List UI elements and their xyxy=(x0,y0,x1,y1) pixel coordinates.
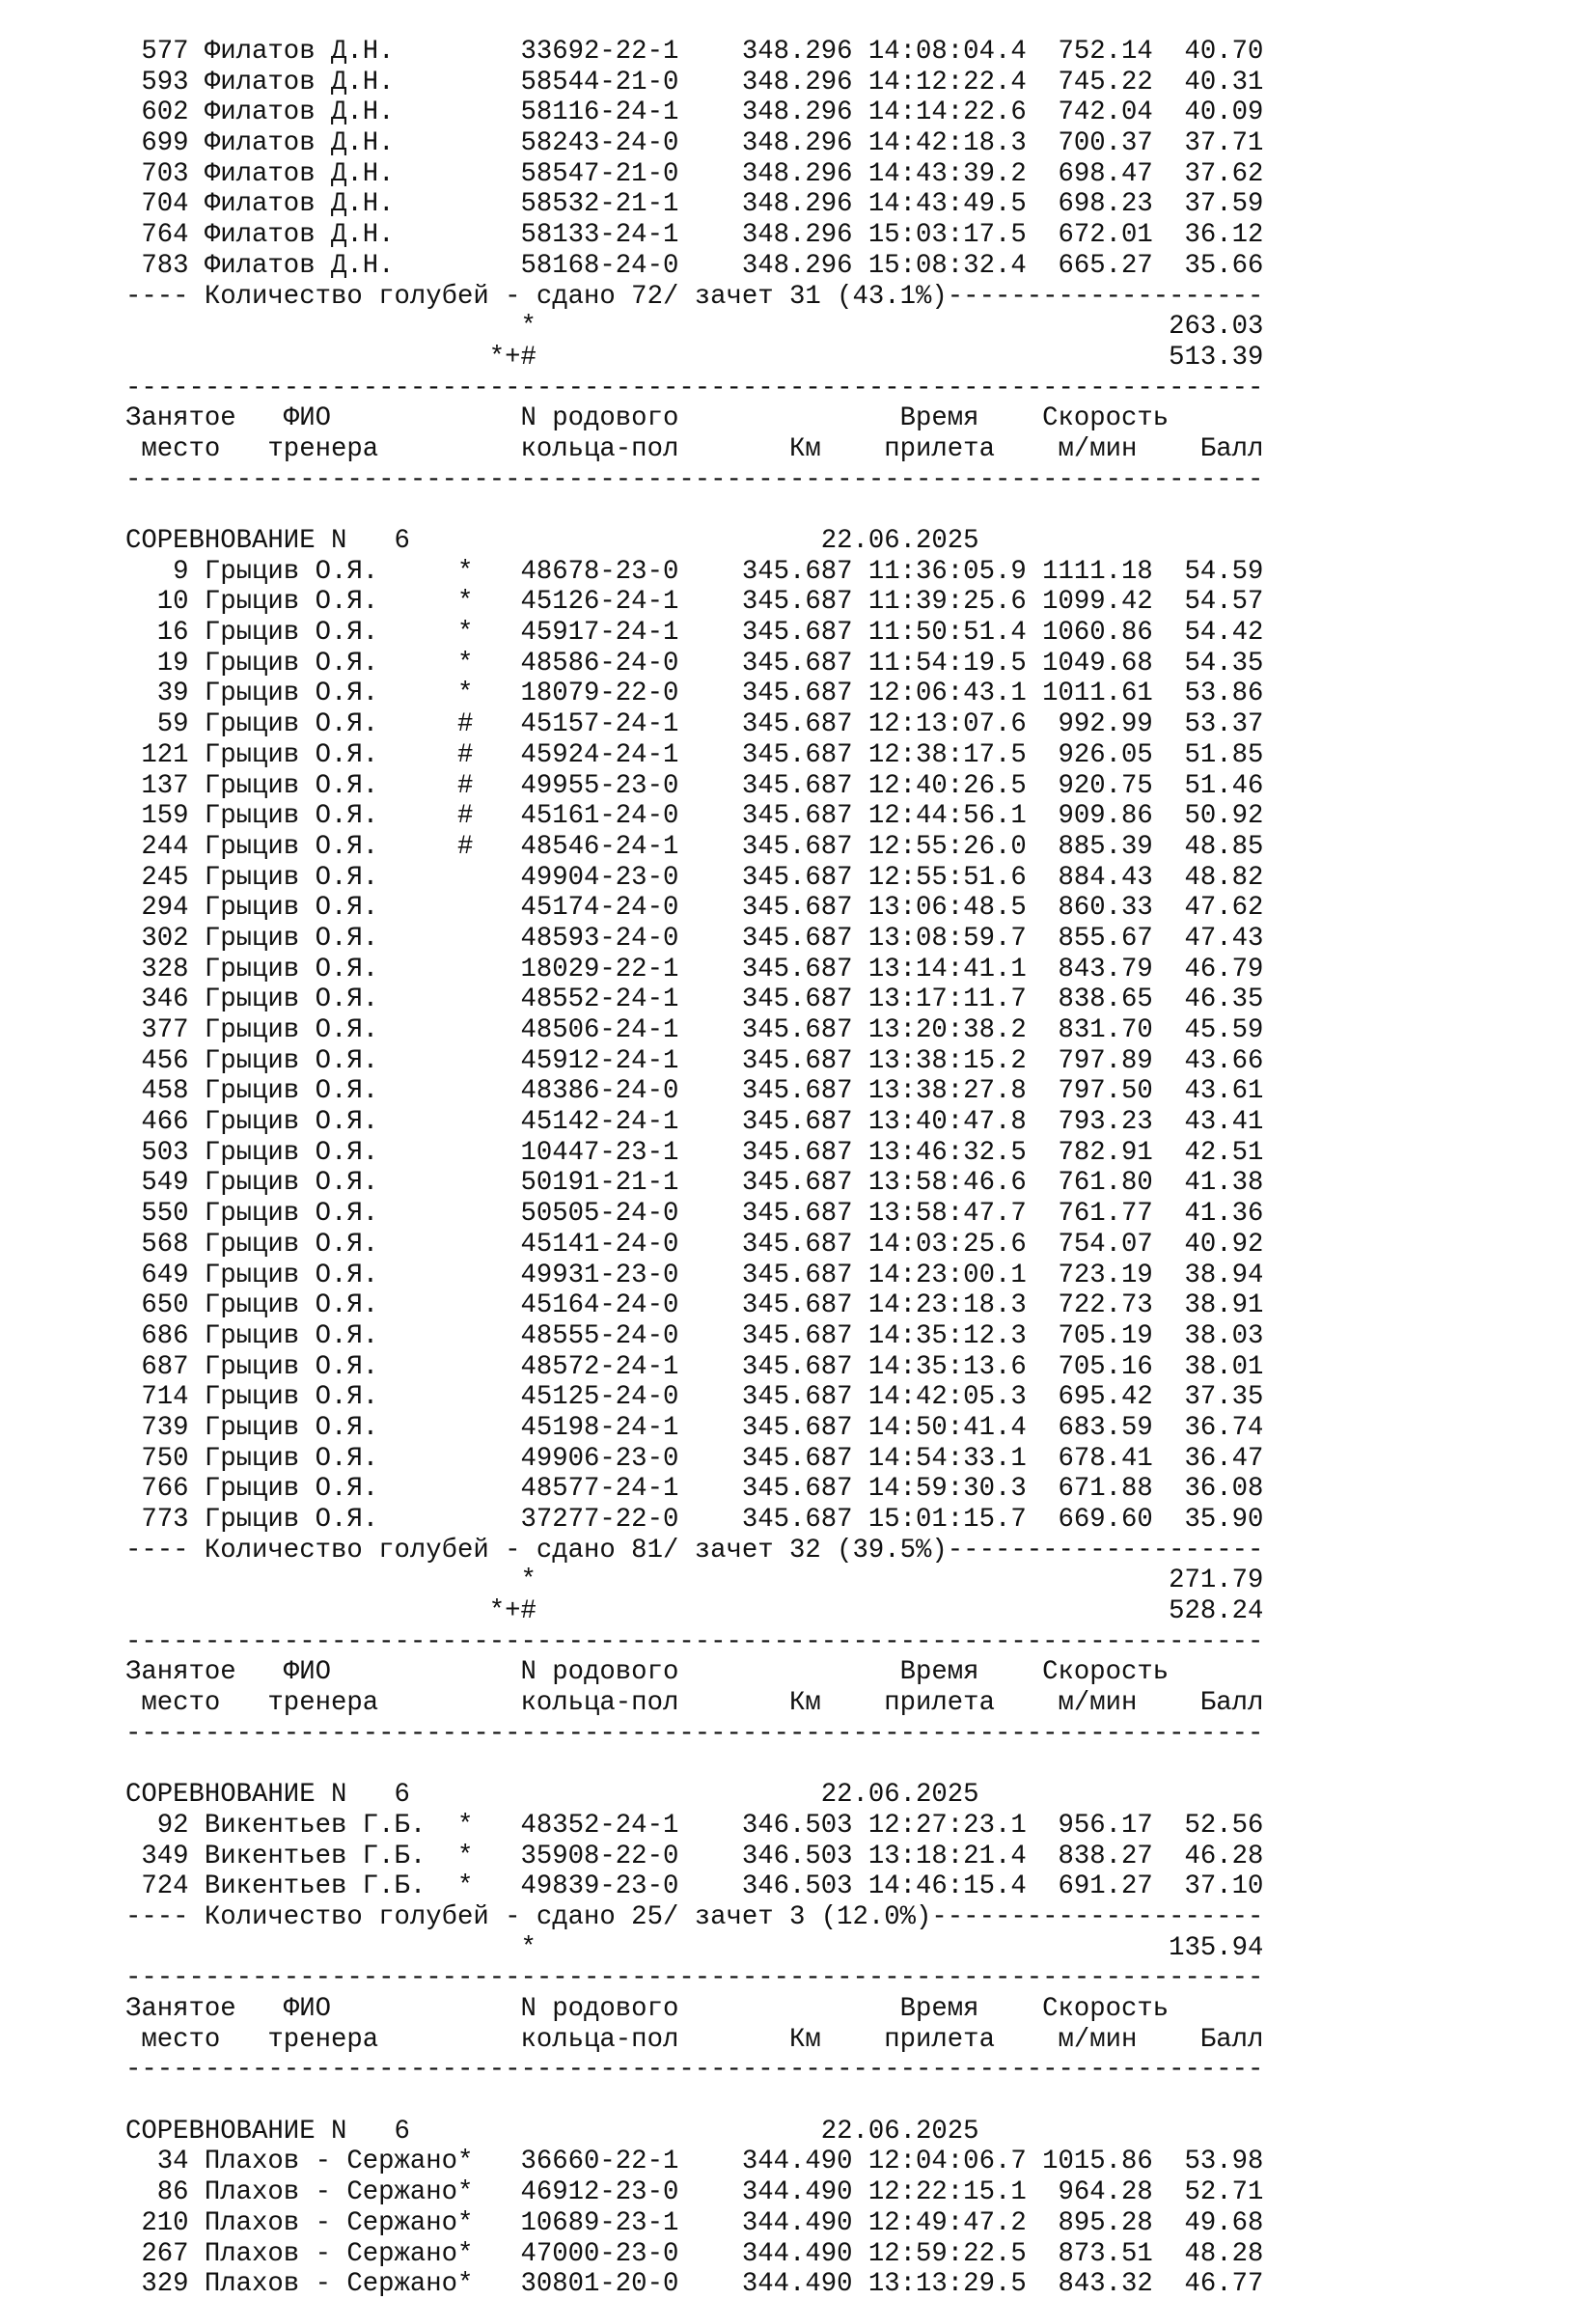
text-line: 783 Филатов Д.Н. 58168-24-0 348.296 15:08:32.4 665.27 35.66 xyxy=(125,250,1264,281)
text-line: ---- Количество голубей - сдано 25/ зачет 3 (12.0%)--------------------- xyxy=(125,1901,1264,1932)
text-line: 764 Филатов Д.Н. 58133-24-1 348.296 15:03:17.5 672.01 36.12 xyxy=(125,220,1264,251)
text-line: 267 Плахов - Сержано* 47000-23-0 344.490 12:59:22.5 873.51 48.28 xyxy=(125,2238,1264,2269)
text-line: 568 Грыцив О.Я. 45141-24-0 345.687 14:03:25.6 754.07 40.92 xyxy=(125,1229,1264,1260)
text-line: 724 Викентьев Г.Б. * 49839-23-0 346.503 14:46:15.4 691.27 37.10 xyxy=(125,1871,1264,1902)
text-line: 59 Грыцив О.Я. # 45157-24-1 345.687 12:13:07.6 992.99 53.37 xyxy=(125,709,1264,740)
text-line: ------------------------------------------------------------------------ xyxy=(125,1626,1264,1657)
text-line: 19 Грыцив О.Я. * 48586-24-0 345.687 11:54:19.5 1049.68 54.35 xyxy=(125,648,1264,679)
text-line: 714 Грыцив О.Я. 45125-24-0 345.687 14:42:05.3 695.42 37.35 xyxy=(125,1382,1264,1413)
text-line: 159 Грыцив О.Я. # 45161-24-0 345.687 12:44:56.1 909.86 50.92 xyxy=(125,801,1264,832)
text-line xyxy=(125,2086,1263,2117)
text-line: 9 Грыцив О.Я. * 48678-23-0 345.687 11:36:05.9 1111.18 54.59 xyxy=(125,556,1264,587)
text-line: 503 Грыцив О.Я. 10447-23-1 345.687 13:46:32.5 782.91 42.51 xyxy=(125,1137,1264,1168)
text-line: * 263.03 xyxy=(125,312,1264,343)
results-printout xyxy=(125,37,1263,2300)
text-line: 687 Грыцив О.Я. 48572-24-1 345.687 14:35:13.6 705.16 38.01 xyxy=(125,1351,1264,1382)
text-line: 377 Грыцив О.Я. 48506-24-1 345.687 13:20:38.2 831.70 45.59 xyxy=(125,1015,1264,1045)
text-line: 739 Грыцив О.Я. 45198-24-1 345.687 14:50:41.4 683.59 36.74 xyxy=(125,1412,1264,1443)
text-line xyxy=(125,495,1263,526)
text-line: 650 Грыцив О.Я. 45164-24-0 345.687 14:23:18.3 722.73 38.91 xyxy=(125,1290,1264,1321)
text-line: *+# 513.39 xyxy=(125,342,1264,373)
text-line: *+# 528.24 xyxy=(125,1596,1264,1627)
text-line: 329 Плахов - Сержано* 30801-20-0 344.490 13:13:29.5 843.32 46.77 xyxy=(125,2269,1264,2300)
text-line: место тренера кольца-пол Км прилета м/мин Балл xyxy=(125,1688,1264,1719)
text-line: 137 Грыцив О.Я. # 49955-23-0 345.687 12:40:26.5 920.75 51.46 xyxy=(125,770,1264,801)
text-line: 92 Викентьев Г.Б. * 48352-24-1 346.503 12:27:23.1 956.17 52.56 xyxy=(125,1810,1264,1841)
text-line: ------------------------------------------------------------------------ xyxy=(125,2055,1264,2086)
text-line: 550 Грыцив О.Я. 50505-24-0 345.687 13:58:47.7 761.77 41.36 xyxy=(125,1199,1264,1230)
text-line: ---- Количество голубей - сдано 81/ зачет 32 (39.5%)-------------------- xyxy=(125,1535,1264,1566)
text-line: 466 Грыцив О.Я. 45142-24-1 345.687 13:40:47.8 793.23 43.41 xyxy=(125,1107,1264,1138)
text-line: ------------------------------------------------------------------------ xyxy=(125,373,1264,403)
text-line: 704 Филатов Д.Н. 58532-21-1 348.296 14:43:49.5 698.23 37.59 xyxy=(125,189,1264,220)
text-line: 86 Плахов - Сержано* 46912-23-0 344.490 12:22:15.1 964.28 52.71 xyxy=(125,2177,1264,2208)
text-line: 121 Грыцив О.Я. # 45924-24-1 345.687 12:38:17.5 926.05 51.85 xyxy=(125,739,1264,770)
text-line: 349 Викентьев Г.Б. * 35908-22-0 346.503 13:18:21.4 838.27 46.28 xyxy=(125,1841,1264,1871)
text-line: 577 Филатов Д.Н. 33692-22-1 348.296 14:08:04.4 752.14 40.70 xyxy=(125,37,1264,67)
text-line: 699 Филатов Д.Н. 58243-24-0 348.296 14:42:18.3 700.37 37.71 xyxy=(125,128,1264,159)
text-line: 245 Грыцив О.Я. 49904-23-0 345.687 12:55:51.6 884.43 48.82 xyxy=(125,862,1264,893)
text-line: 602 Филатов Д.Н. 58116-24-1 348.296 14:14:22.6 742.04 40.09 xyxy=(125,97,1264,128)
text-line: ---- Количество голубей - сдано 72/ зачет 31 (43.1%)-------------------- xyxy=(125,281,1264,312)
text-line: 39 Грыцив О.Я. * 18079-22-0 345.687 12:06:43.1 1011.61 53.86 xyxy=(125,679,1264,709)
text-line: 16 Грыцив О.Я. * 45917-24-1 345.687 11:50:51.4 1060.86 54.42 xyxy=(125,618,1264,649)
text-line: 10 Грыцив О.Я. * 45126-24-1 345.687 11:39:25.6 1099.42 54.57 xyxy=(125,587,1264,618)
text-line: 649 Грыцив О.Я. 49931-23-0 345.687 14:23:00.1 723.19 38.94 xyxy=(125,1260,1264,1290)
text-line: 458 Грыцив О.Я. 48386-24-0 345.687 13:38:27.8 797.50 43.61 xyxy=(125,1076,1264,1107)
text-line: 346 Грыцив О.Я. 48552-24-1 345.687 13:17:11.7 838.65 46.35 xyxy=(125,984,1264,1015)
text-line: * 271.79 xyxy=(125,1566,1264,1596)
text-line: ------------------------------------------------------------------------ xyxy=(125,1963,1264,1994)
text-line: ------------------------------------------------------------------------ xyxy=(125,464,1264,495)
text-line: СОРЕВНОВАНИЕ N 6 22.06.2025 xyxy=(125,1780,979,1811)
text-line: 766 Грыцив О.Я. 48577-24-1 345.687 14:59:30.3 671.88 36.08 xyxy=(125,1474,1264,1505)
text-line: Занятое ФИО N родового Время Скорость xyxy=(125,1657,1169,1688)
text-line: 34 Плахов - Сержано* 36660-22-1 344.490 12:04:06.7 1015.86 53.98 xyxy=(125,2147,1264,2177)
text-line: Занятое ФИО N родового Время Скорость xyxy=(125,1994,1169,2024)
text-line: 773 Грыцив О.Я. 37277-22-0 345.687 15:01:15.7 669.60 35.90 xyxy=(125,1505,1264,1535)
text-line: 294 Грыцив О.Я. 45174-24-0 345.687 13:06:48.5 860.33 47.62 xyxy=(125,893,1264,924)
text-line: * 135.94 xyxy=(125,1932,1264,1963)
text-line: место тренера кольца-пол Км прилета м/мин Балл xyxy=(125,2024,1264,2055)
text-line xyxy=(125,1750,1263,1781)
text-line: 686 Грыцив О.Я. 48555-24-0 345.687 14:35:12.3 705.19 38.03 xyxy=(125,1320,1264,1351)
text-line: 703 Филатов Д.Н. 58547-21-0 348.296 14:43:39.2 698.47 37.62 xyxy=(125,158,1264,189)
text-line: 210 Плахов - Сержано* 10689-23-1 344.490 12:49:47.2 895.28 49.68 xyxy=(125,2207,1264,2238)
text-line: 302 Грыцив О.Я. 48593-24-0 345.687 13:08:59.7 855.67 47.43 xyxy=(125,923,1264,954)
text-line: 549 Грыцив О.Я. 50191-21-1 345.687 13:58:46.6 761.80 41.38 xyxy=(125,1168,1264,1199)
text-line: 456 Грыцив О.Я. 45912-24-1 345.687 13:38:15.2 797.89 43.66 xyxy=(125,1045,1264,1076)
text-line: Занятое ФИО N родового Время Скорость xyxy=(125,403,1169,434)
text-line: 328 Грыцив О.Я. 18029-22-1 345.687 13:14:41.1 843.79 46.79 xyxy=(125,954,1264,984)
text-line: место тренера кольца-пол Км прилета м/мин Балл xyxy=(125,433,1264,464)
text-line: СОРЕВНОВАНИЕ N 6 22.06.2025 xyxy=(125,526,979,556)
text-line: 593 Филатов Д.Н. 58544-21-0 348.296 14:12:22.4 745.22 40.31 xyxy=(125,67,1264,97)
text-line: СОРЕВНОВАНИЕ N 6 22.06.2025 xyxy=(125,2116,979,2147)
text-line: 244 Грыцив О.Я. # 48546-24-1 345.687 12:55:26.0 885.39 48.85 xyxy=(125,831,1264,862)
text-line: ------------------------------------------------------------------------ xyxy=(125,1718,1264,1749)
text-line: 750 Грыцив О.Я. 49906-23-0 345.687 14:54:33.1 678.41 36.47 xyxy=(125,1443,1264,1474)
